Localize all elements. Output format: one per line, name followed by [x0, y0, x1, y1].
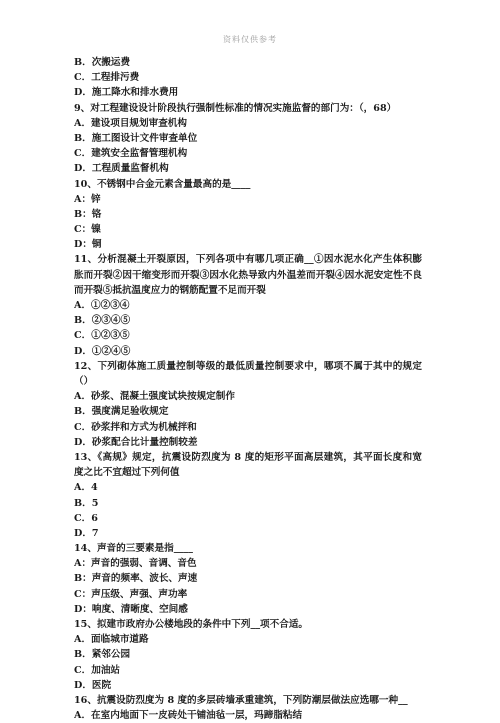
answer-option: A：声音的强弱、音调、音色 [74, 558, 197, 570]
answer-option: C．加油站 [74, 664, 121, 676]
answer-option: B．②③④⑤ [74, 315, 131, 327]
answer-option: C：声压级、声强、声功率 [74, 588, 188, 600]
page-header: 资料仅供参考 [223, 35, 277, 44]
answer-option: D．施工降水和排水费用 [74, 87, 179, 99]
answer-option: A．建设项目规划审查机构 [74, 117, 187, 129]
answer-option: A．砂浆、混凝土强度试块按规定制作 [74, 391, 235, 403]
question-list [74, 55, 422, 723]
answer-option: A：锌 [74, 193, 101, 205]
answer-option: A．4 [74, 482, 98, 494]
answer-option: D．医院 [74, 679, 112, 691]
answer-option: B．次搬运费 [74, 57, 131, 68]
question-text: 16、抗震设防烈度为 8 度的多层砖墙承重建筑，下列防潮层做法应选哪一种__ [74, 694, 408, 706]
question-text: 14、声音的三要素是指____ [74, 543, 193, 555]
answer-option: A．在室内地面下一皮砖处干铺油毡一层，玛蹄脂粘结 [74, 710, 303, 722]
question-text: 11、分析混凝土开裂原因，下列各项中有哪几项正确__①因水泥水化产生体积膨胀而开裂②因干缩变形而开裂③因水化热导致内外温差而开裂④因水泥安定性不良而开裂⑤抵抗温度应力的钢筋配置不足而开裂 [74, 254, 422, 296]
answer-option: B：铬 [74, 208, 102, 220]
answer-option: C．①②③⑤ [74, 330, 130, 342]
answer-option: C．6 [74, 512, 98, 524]
answer-option: D．①②④⑤ [74, 345, 131, 357]
answer-option: C．建筑安全监督管理机构 [74, 148, 188, 160]
answer-option: D．工程质量监督机构 [74, 163, 169, 175]
question-text: 12、下列砌体施工质量控制等级的最低质量控制要求中，哪项不属于其中的规定（） [74, 360, 422, 387]
question-text: 9、对工程建设设计阶段执行强制性标准的情况实施监督的部门为：（，68） [74, 102, 397, 114]
answer-option: B．5 [74, 497, 99, 509]
answer-option: D：响度、清晰度、空间感 [74, 603, 188, 615]
answer-option: C：镍 [74, 224, 101, 236]
question-text: 13、《高规》规定，抗震设防烈度为 8 度的矩形平面高层建筑，其平面长度和宽度之比不宜超过下列何值 [74, 451, 422, 479]
answer-option: D．7 [74, 527, 99, 539]
answer-option: B．施工图设计文件审查单位 [74, 132, 198, 144]
answer-option: D：铜 [74, 239, 102, 251]
answer-option: B．强度满足验收规定 [74, 406, 169, 418]
answer-option: A．①②③④ [74, 300, 130, 312]
question-text: 15、拟建市政府办公楼地段的条件中下列__项不合适。 [74, 619, 309, 631]
answer-option: B．紧邻公园 [74, 649, 131, 661]
answer-option: C．砂浆拌和方式为机械拌和 [74, 421, 197, 433]
question-text: 10、不锈钢中合金元素含量最高的是____ [74, 178, 251, 190]
answer-option: D．砂浆配合比计量控制较差 [74, 436, 198, 448]
answer-option: C．工程排污费 [74, 72, 140, 84]
answer-option: A．面临城市道路 [74, 634, 149, 646]
answer-option: B：声音的频率、波长、声速 [74, 573, 198, 585]
